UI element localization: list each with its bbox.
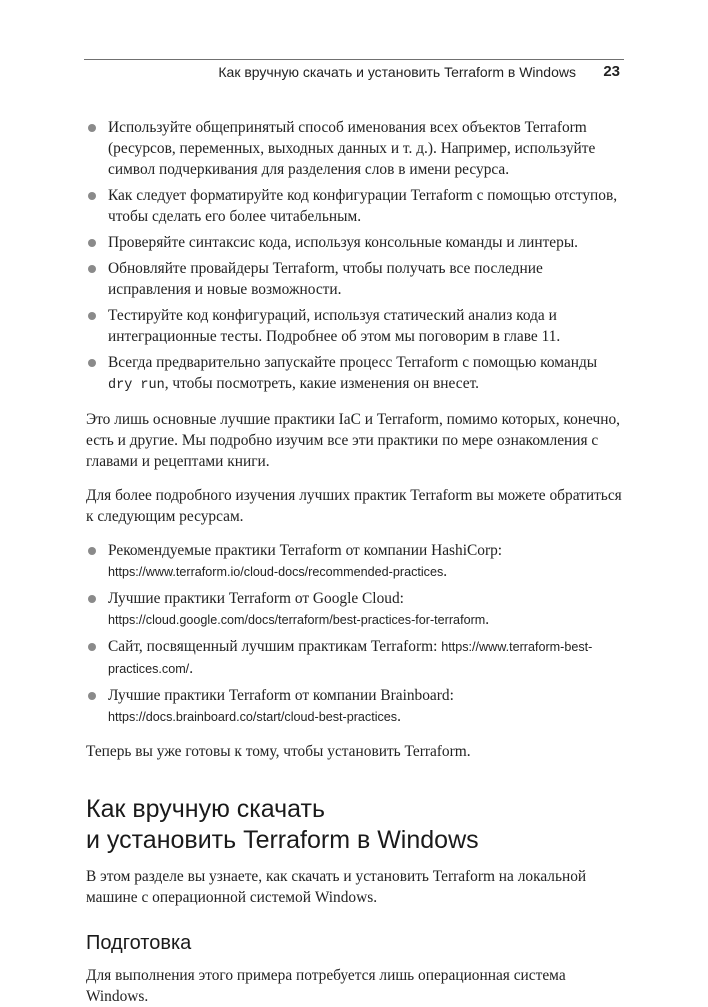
list-item <box>86 117 624 180</box>
list-item <box>86 185 624 227</box>
list-item-text: Сайт, посвященный лучшим практикам Terraform: <box>108 638 442 655</box>
list-item-text: Обновляйте провайдеры Terraform, чтобы получать все последние исправления и новые возможности. <box>108 260 543 298</box>
subsection-text: Для выполнения этого примера потребуется лишь операционная система Windows. <box>86 967 566 1005</box>
punctuation: . <box>189 660 194 677</box>
list-item-text: Используйте общепринятый способ именования всех объектов Terraform (ресурсов, переменных, выходных данных и т. д.). Например, используйте символ подчеркивания для разделения слов в имени ресурса. <box>108 119 596 178</box>
bullet-dot-icon <box>88 595 96 603</box>
bullet-dot-icon <box>88 547 96 555</box>
section-heading <box>86 794 624 856</box>
inline-code: dry run <box>108 378 165 393</box>
paragraph: Теперь вы уже готовы к тому, чтобы установить Terraform. <box>86 743 471 760</box>
list-item <box>86 232 624 253</box>
list-item <box>86 352 624 396</box>
bullet-dot-icon <box>88 265 96 273</box>
bullet-dot-icon <box>88 692 96 700</box>
list-item-text: Лучшие практики Terraform от компании Brainboard: <box>108 687 454 704</box>
running-header <box>84 59 624 87</box>
list-item-text: Рекомендуемые практики Terraform от компании HashiCorp: <box>108 542 503 559</box>
subsection-heading: Подготовка <box>86 932 192 954</box>
list-item-text: Тестируйте код конфигураций, используя статический анализ кода и интеграционные тесты. Подробнее об этом мы поговорим в главе 11. <box>108 307 561 345</box>
list-item <box>86 588 624 631</box>
list-item-text: Лучшие практики Terraform от Google Cloud: <box>108 590 404 607</box>
resources-list <box>86 540 624 728</box>
list-item-text: Всегда предварительно запускайте процесс Terraform с помощью команды <box>108 354 598 371</box>
punctuation: . <box>397 708 401 725</box>
list-item-text: Как следует форматируйте код конфигурации Terraform с помощью отступов, чтобы сделать его более читабельным. <box>108 187 618 225</box>
list-item-text: Проверяйте синтаксис кода, используя консольные команды и линтеры. <box>108 234 579 251</box>
punctuation: . <box>443 563 448 580</box>
list-item <box>86 258 624 300</box>
bullet-dot-icon <box>88 124 96 132</box>
list-item <box>86 305 624 347</box>
best-practices-list <box>86 117 624 396</box>
bullet-dot-icon <box>88 643 96 651</box>
resource-link[interactable]: https://www.terraform.io/cloud-docs/recommended-practices <box>108 565 444 579</box>
resource-link[interactable]: https://docs.brainboard.co/start/cloud-best-practices <box>108 710 398 724</box>
list-item <box>86 540 624 583</box>
list-item <box>86 685 624 728</box>
page-number: 23 <box>603 63 620 80</box>
punctuation: . <box>485 611 490 628</box>
bullet-dot-icon <box>88 192 96 200</box>
resource-link[interactable]: https://cloud.google.com/docs/terraform/best-practices-for-terraform <box>108 613 486 627</box>
resource-link[interactable]: https://www.terraform-best-practices.com/ <box>108 640 593 676</box>
running-header-title: Как вручную скачать и установить Terraform в Windows <box>218 64 576 80</box>
section-heading-line: и установить Terraform в Windows <box>86 826 479 854</box>
bullet-dot-icon <box>88 359 96 367</box>
list-item-text: , чтобы посмотреть, какие изменения он внесет. <box>164 375 480 392</box>
section-intro: В этом разделе вы узнаете, как скачать и установить Terraform на локальной машине с операционной системой Windows. <box>86 868 587 906</box>
bullet-dot-icon <box>88 239 96 247</box>
page-body <box>86 117 624 1007</box>
paragraph: Это лишь основные лучшие практики IaC и Terraform, помимо которых, конечно, есть и другие. Мы подробно изучим все эти практики по мере ознакомления с главами и рецептами книги. <box>86 411 620 470</box>
list-item <box>86 636 624 680</box>
bullet-dot-icon <box>88 312 96 320</box>
section-heading-line: Как вручную скачать <box>86 795 325 823</box>
paragraph: Для более подробного изучения лучших практик Terraform вы можете обратиться к следующим ресурсам. <box>86 487 622 525</box>
